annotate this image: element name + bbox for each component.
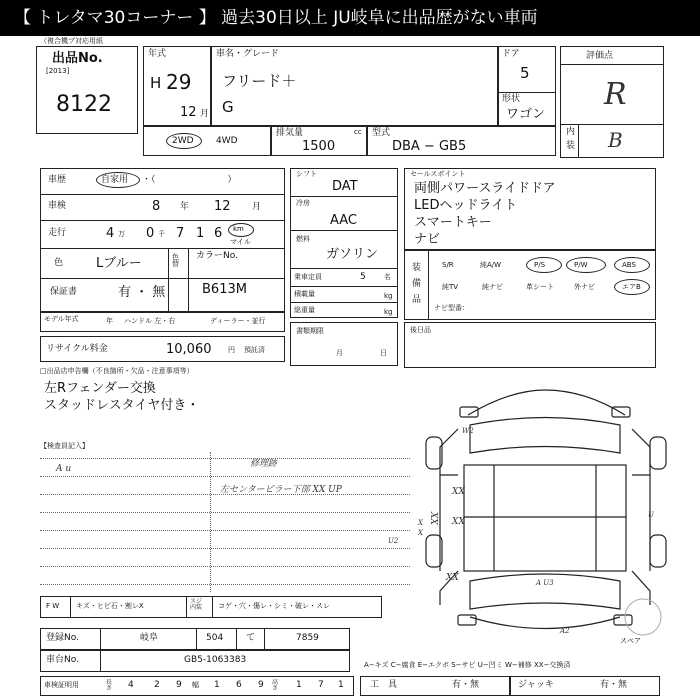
equip-aw: 純A/W xyxy=(480,261,502,269)
cert-wid-2: 6 xyxy=(236,680,242,690)
inspector-note-3: 左センターピラー下部 XX UP xyxy=(220,485,342,495)
history-private: 自家用 xyxy=(101,175,129,185)
model-row-dealer: ディーラー・並行 xyxy=(210,317,266,325)
fw-label: F W xyxy=(46,602,60,610)
mileage-u2: 千 xyxy=(158,230,165,238)
equip-leather: 革シート xyxy=(526,283,554,291)
equipment-label-2: 備 xyxy=(412,279,422,289)
tools-value: 有・無 xyxy=(452,680,480,690)
car-grade: G xyxy=(222,98,234,116)
car-label: 車名・グレード xyxy=(216,49,280,59)
model-row-handle: ハンドル 左・右 xyxy=(124,317,176,325)
mileage-d1: 4 xyxy=(106,226,115,241)
mileage-unit2: マイル xyxy=(230,238,251,246)
color-code: B613M xyxy=(202,282,247,297)
jack-value: 有・無 xyxy=(600,680,628,690)
weight-unit: kg xyxy=(384,308,393,316)
recycle-value: 10,060 xyxy=(166,342,212,357)
fw-value: キズ・ヒビ石・割レX xyxy=(76,602,144,610)
mileage-label: 走行 xyxy=(48,228,67,238)
year-tag: [2013] xyxy=(46,67,70,75)
chassis-value: GB5-1063383 xyxy=(184,655,247,665)
docs-month: 月 xyxy=(336,349,343,357)
sales-item-1: 両側パワースライドドア xyxy=(414,181,556,196)
inspector-note-1: A u xyxy=(56,464,72,474)
diag-mark-x-2: X xyxy=(418,529,423,537)
drive-box xyxy=(143,126,271,156)
equip-navi-model: ナビ型番： xyxy=(434,304,469,312)
sales-label: セールスポイント xyxy=(410,170,466,178)
equip-ps: P/S xyxy=(534,261,546,269)
color-value: Lブルー xyxy=(96,256,142,271)
displacement-label: 排気量 xyxy=(276,128,304,138)
equip-ext-navi: 外ナビ xyxy=(574,283,595,291)
cert-len-1: 4 xyxy=(128,680,134,690)
color-label: 色 xyxy=(54,258,64,268)
lot-label: 出品No. xyxy=(52,51,103,66)
door-label: ドア xyxy=(502,49,520,59)
registration-num2: 7859 xyxy=(296,633,319,643)
load-label: 積載量 xyxy=(294,290,315,298)
equip-abs: ABS xyxy=(622,261,636,269)
banner: 【 トレタマ30コーナー 】 過去30日以上 JU岐阜に出品歴がない車両 xyxy=(0,0,700,36)
notes-line-1: 左Rフェンダー交換 xyxy=(44,381,156,396)
cert-len-2: 2 xyxy=(154,680,160,690)
shift-label: シフト xyxy=(296,170,317,178)
interior-value: B xyxy=(608,128,623,152)
cert-len-3: 9 xyxy=(176,680,182,690)
type-label: 型式 xyxy=(372,128,391,138)
drive-2wd: 2WD xyxy=(172,136,194,146)
ac-value: AAC xyxy=(330,213,357,228)
shaken-month: 12 xyxy=(214,199,231,214)
jack-label: ジャッキ xyxy=(518,680,554,690)
cert-len-label: 長さ xyxy=(106,679,113,692)
registration-kana: て xyxy=(246,633,256,643)
diag-mark-x-1: X xyxy=(418,519,423,527)
color-code-label: カラーNo. xyxy=(196,251,238,261)
diag-mark-xx-3: XX xyxy=(428,512,438,525)
capacity-value: 5 xyxy=(360,272,366,282)
fuel-label: 燃料 xyxy=(296,235,310,243)
displacement-unit: cc xyxy=(354,128,362,136)
shaken-label: 車検 xyxy=(48,201,67,211)
registration-num1: 504 xyxy=(206,633,224,643)
spare-label: スペア xyxy=(620,637,641,645)
registration-place: 岐阜 xyxy=(140,633,159,643)
color-change-label: 色替 xyxy=(172,253,179,268)
mileage-d4: 1 xyxy=(196,226,205,241)
diag-mark-a2: A2 xyxy=(560,627,570,635)
capacity-unit: 名 xyxy=(384,273,391,281)
rating-label: 評価点 xyxy=(586,51,614,61)
interior-label-1: 内 xyxy=(566,127,576,137)
year-month-unit: 月 xyxy=(200,109,210,119)
diag-mark-au3: A U3 xyxy=(536,579,554,587)
weight-label: 総重量 xyxy=(294,306,315,314)
lot-number: 8122 xyxy=(56,92,112,117)
cert-label: 車検証明用 xyxy=(44,681,79,689)
docs-label: 書類期限 xyxy=(296,327,324,335)
history-rest: ・（ ） xyxy=(142,175,237,185)
mileage-u1: 万 xyxy=(118,230,125,238)
mileage-unit: km xyxy=(233,225,244,233)
diag-mark-xx-4: XX xyxy=(446,573,459,583)
suji-label: スジ内装 xyxy=(190,598,203,611)
cert-wid-1: 1 xyxy=(214,680,220,690)
warranty-label: 保証書 xyxy=(50,287,78,297)
ac-label: 冷房 xyxy=(296,199,310,207)
fuel-value: ガソリン xyxy=(326,247,379,262)
cert-hgt-3: 1 xyxy=(338,680,344,690)
inspector-note-2: 修理跡 xyxy=(250,459,278,469)
diag-mark-w2: W2 xyxy=(462,427,474,435)
rating-value: R xyxy=(604,77,627,112)
posthoc-box xyxy=(404,322,656,368)
cert-hgt-label: 高さ xyxy=(272,679,279,692)
mileage-d5: 6 xyxy=(214,226,223,241)
interior-label-2: 装 xyxy=(566,141,576,151)
cert-hgt-1: 1 xyxy=(296,680,302,690)
equip-pw: P/W xyxy=(574,261,588,269)
car-name: フリード＋ xyxy=(222,72,297,90)
mileage-d2: 0 xyxy=(146,226,155,241)
diag-mark-u: U xyxy=(648,511,654,519)
sales-item-2: LEDヘッドライト xyxy=(414,198,518,213)
drive-4wd: 4WD xyxy=(216,136,238,146)
tools-label: 工 具 xyxy=(370,680,398,690)
shift-value: DAT xyxy=(332,179,358,194)
capacity-label: 乗車定員 xyxy=(294,273,322,281)
equipment-label-3: 品 xyxy=(412,295,422,305)
suji-value: コゲ・穴・傷レ・シミ・破レ・スレ xyxy=(218,602,330,610)
equip-airbag: エアB xyxy=(622,283,641,291)
shaken-year: 8 xyxy=(152,199,161,214)
model-row-label: モデル年式 xyxy=(44,315,79,323)
warranty-value: 有 ・ 無 xyxy=(118,285,166,300)
year-label: 年式 xyxy=(148,49,167,59)
registration-label: 登録No. xyxy=(46,633,79,643)
diag-mark-xx-1: XX xyxy=(452,487,465,497)
sales-item-4: ナビ xyxy=(414,232,441,247)
subheader: （複合機プ対応用紙 xyxy=(40,37,103,45)
notes-line-2: スタッドレスタイヤ付き・ xyxy=(44,398,200,413)
chassis-label: 車台No. xyxy=(46,655,79,665)
recycle-note: 預託済 xyxy=(244,346,265,354)
equip-tv: 純TV xyxy=(442,283,459,291)
diag-mark-xx-2: XX xyxy=(452,517,465,527)
docs-day: 日 xyxy=(380,349,387,357)
damage-legend: A−キズ C−腐食 E−エクボ S−サビ U−凹ミ W−補修 XX−交換済 xyxy=(364,661,571,669)
displacement-value: 1500 xyxy=(302,139,336,154)
equip-sr: S/R xyxy=(442,261,454,269)
sales-item-3: スマートキー xyxy=(414,215,492,230)
year-era: H xyxy=(150,74,162,92)
door-value: 5 xyxy=(520,64,530,82)
shape-value: ワゴン xyxy=(506,107,546,122)
recycle-label: リサイクル料金 xyxy=(46,344,108,354)
equip-navi: 純ナビ xyxy=(482,283,503,291)
damage-diagram xyxy=(400,385,700,640)
load-unit: kg xyxy=(384,292,393,300)
type-value: DBA − GB5 xyxy=(392,139,467,154)
inspector-label: 【検査員記入】 xyxy=(40,442,89,450)
model-row-year: 年 xyxy=(106,317,113,325)
year-month: 12 xyxy=(180,105,197,120)
recycle-unit: 円 xyxy=(228,346,235,354)
posthoc-label: 後日品 xyxy=(410,326,431,334)
cert-wid-label: 幅 xyxy=(192,681,199,689)
shaken-month-unit: 月 xyxy=(252,202,262,212)
history-label: 車歴 xyxy=(48,175,67,185)
cert-hgt-2: 7 xyxy=(318,680,324,690)
notes-label: □出品店申告欄（不良箇所・欠品・注意事項等） xyxy=(40,367,194,375)
mileage-d3: 7 xyxy=(176,226,185,241)
year-value: 29 xyxy=(166,70,192,94)
shaken-year-unit: 年 xyxy=(180,202,190,212)
diag-mark-u2: U2 xyxy=(388,537,399,545)
cert-wid-3: 9 xyxy=(258,680,264,690)
shape-label: 形状 xyxy=(502,94,521,104)
equipment-label-1: 装 xyxy=(412,263,422,273)
